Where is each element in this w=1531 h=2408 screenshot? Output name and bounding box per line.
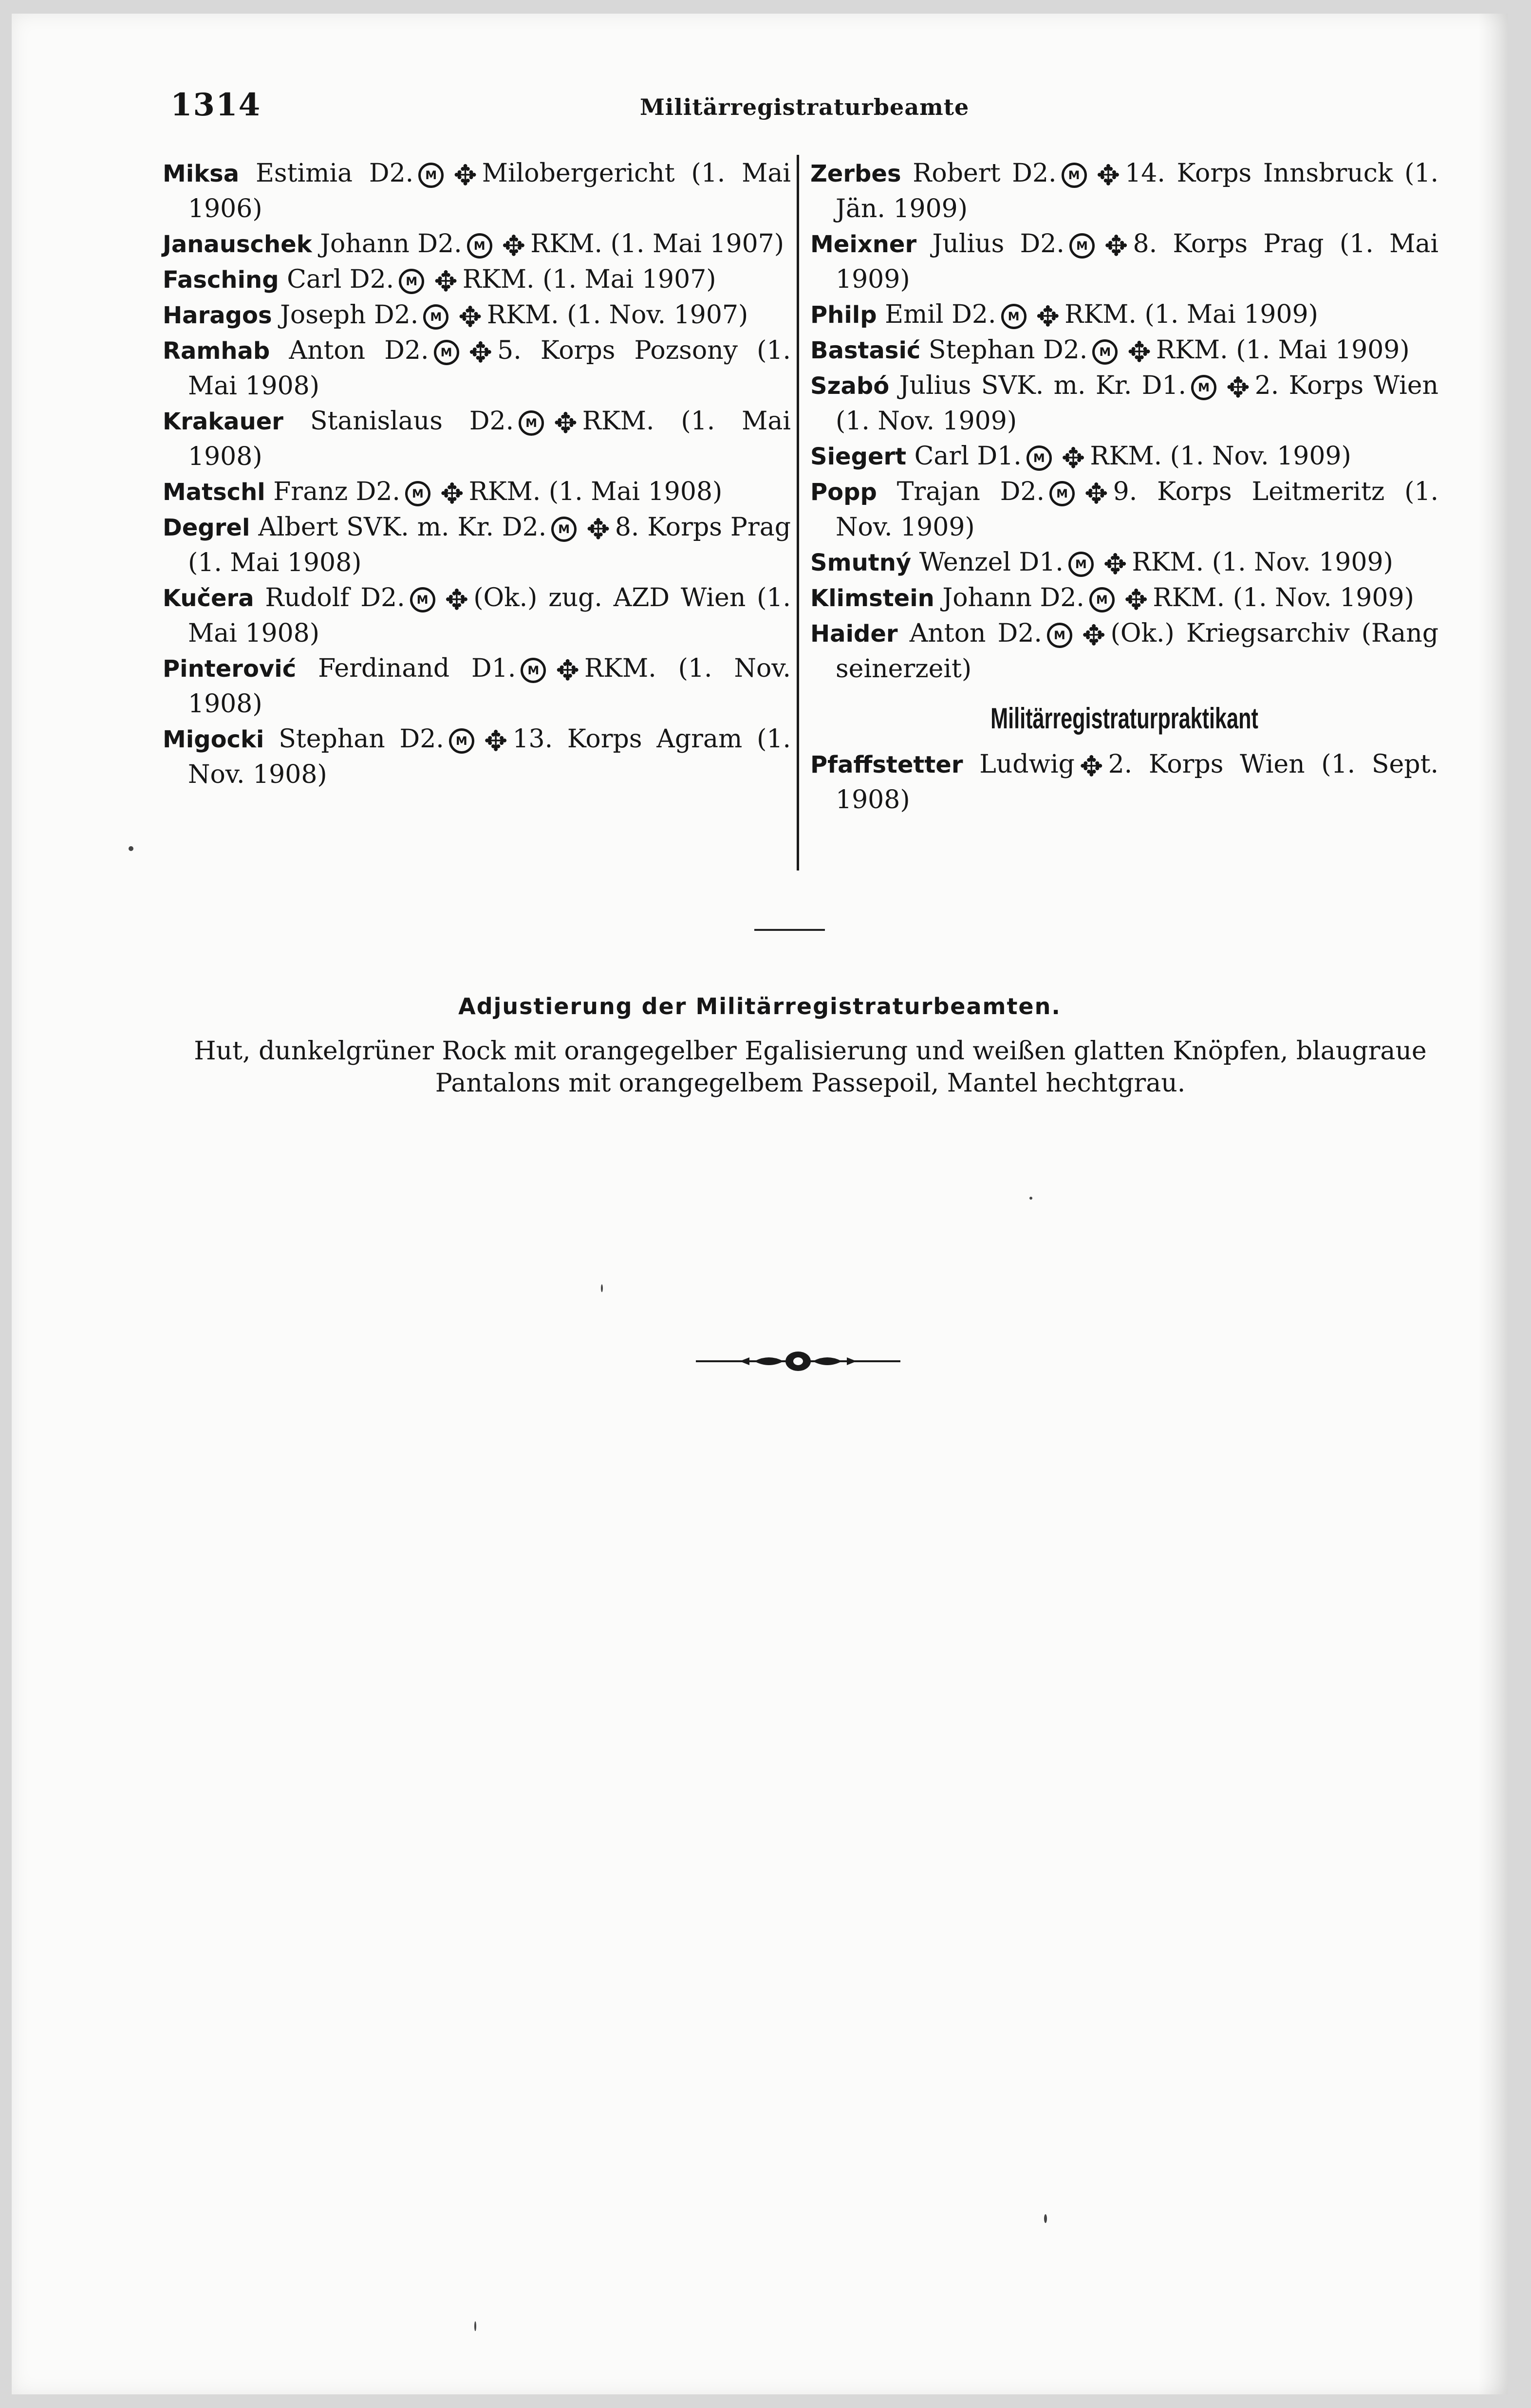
entry-given-name-rank: Ludwig [979, 750, 1075, 779]
medal-icon: M [1092, 339, 1118, 365]
entry-given-name-rank: Trajan D2. [896, 477, 1045, 506]
page-edge-shadow [1478, 14, 1508, 2394]
entry-posting-date: 5. Korps Pozsony (1. Mai 1908) [188, 336, 791, 401]
left-column [163, 156, 791, 792]
entry-posting-date: RKM. (1. Nov. 1909) [1090, 442, 1351, 471]
cross-icon: ✥ [554, 406, 578, 440]
medal-icon: M [1047, 623, 1072, 648]
right-column [810, 156, 1438, 817]
cross-icon: ✥ [586, 512, 610, 546]
entry-surname: Kučera [163, 585, 254, 612]
entry-given-name-rank: Johann D2. [320, 229, 462, 259]
entry-surname: Migocki [163, 726, 264, 753]
entry-given-name-rank: Emil D2. [885, 300, 996, 329]
entry-surname: Matschl [163, 479, 265, 506]
entry-given-name-rank: Anton D2. [289, 336, 429, 365]
entry-given-name-rank: Carl D1. [914, 442, 1022, 471]
cross-icon: ✥ [1079, 749, 1103, 783]
entry-given-name-rank: Carl D2. [287, 265, 394, 294]
entry-surname: Ramhab [163, 337, 270, 365]
medal-icon: M [405, 481, 430, 506]
entry-surname: Smutný [810, 549, 912, 576]
medal-icon: M [521, 658, 546, 683]
roster-entry [810, 297, 1438, 333]
entry-given-name-rank: Stephan D2. [928, 335, 1088, 365]
entry-given-name-rank: Ferdinand D1. [318, 654, 516, 683]
entry-posting-date: RKM. (1. Nov. 1907) [486, 300, 748, 330]
entry-given-name-rank: Anton D2. [909, 619, 1042, 648]
medal-icon: M [467, 233, 492, 259]
entry-surname: Klimstein [810, 585, 934, 612]
print-speck [129, 846, 133, 851]
entry-posting-date: RKM. (1. Mai 1907) [462, 265, 716, 294]
column-divider [797, 155, 799, 871]
roster-entry [810, 474, 1438, 545]
roster-entry [163, 722, 791, 792]
entry-posting-date: (Ok.) Kriegsarchiv (Rang seinerzeit) [836, 619, 1439, 684]
entry-given-name-rank: Estimia D2. [255, 159, 414, 188]
entry-posting-date: (Ok.) zug. AZD Wien (1. Mai 1908) [188, 583, 791, 648]
entry-given-name-rank: Joseph D2. [280, 300, 419, 330]
entry-surname: Bastasić [810, 337, 921, 364]
cross-icon: ✥ [445, 583, 469, 616]
page-number: 1314 [170, 87, 261, 123]
roster-entry [163, 297, 791, 333]
adjustierung-text: Hut, dunkelgrüner Rock mit orangegelber Egalisierung und weißen glatten Knöpfen, blaugraue Pantalons mit orangegelbem Passepoil, Mantel hechtgrau. [194, 1037, 1427, 1098]
medal-icon: M [551, 517, 577, 542]
roster-entry [163, 404, 791, 474]
medal-icon: M [434, 340, 459, 365]
print-speck [1044, 2214, 1047, 2223]
roster-entry [163, 651, 791, 722]
entry-surname: Haragos [163, 302, 272, 329]
entry-posting-date: RKM. (1. Nov. 1909) [1153, 583, 1414, 612]
cross-icon: ✥ [1036, 299, 1060, 333]
medal-icon: M [1068, 552, 1094, 577]
entry-given-name-rank: Julius SVK. m. Kr. D1. [899, 371, 1187, 400]
entry-given-name-rank: Albert SVK. m. Kr. D2. [258, 513, 547, 542]
entry-posting-date: RKM. (1. Mai 1908) [188, 407, 791, 471]
entry-posting-date: 14. Korps Innsbruck (1. Jän. 1909) [836, 159, 1439, 223]
roster-entry [163, 474, 791, 510]
roster-entry [163, 333, 791, 404]
medal-icon: M [423, 304, 448, 330]
cross-icon: ✥ [1124, 583, 1148, 616]
medal-icon: M [1049, 481, 1075, 506]
roster-entry [810, 545, 1438, 580]
entry-given-name-rank: Stanislaus D2. [310, 407, 514, 436]
entry-posting-date: RKM. (1. Mai 1909) [1064, 300, 1318, 329]
medal-icon: M [1191, 375, 1216, 400]
medal-icon: M [399, 269, 424, 294]
adjustierung-heading: Adjustierung der Militärregistraturbeamten. [458, 993, 1061, 1019]
cross-icon: ✥ [1127, 335, 1151, 369]
entry-surname: Pfaffstetter [810, 751, 963, 778]
entry-posting-date: RKM. (1. Nov. 1908) [188, 654, 791, 719]
entry-surname: Fasching [163, 266, 279, 294]
entry-surname: Haider [810, 620, 898, 648]
print-speck [474, 2321, 476, 2331]
section-rule [754, 929, 825, 931]
medal-icon: M [449, 728, 474, 754]
roster-entry [163, 510, 791, 580]
running-title: Militärregistraturbeamte [640, 94, 970, 120]
entry-posting-date: 8. Korps Prag (1. Mai 1909) [836, 229, 1438, 294]
entry-given-name-rank: Rudolf D2. [265, 583, 405, 612]
entry-posting-date: 8. Korps Prag (1. Mai 1908) [188, 513, 791, 577]
entry-posting-date: 2. Korps Wien (1. Sept. 1908) [836, 750, 1438, 815]
entry-surname: Krakauer [163, 408, 283, 435]
entry-surname: Degrel [163, 514, 250, 541]
medal-icon: M [1069, 233, 1095, 259]
entry-surname: Siegert [810, 443, 907, 470]
ornament-divider-icon [696, 1347, 900, 1376]
roster-entry [163, 262, 791, 297]
cross-icon: ✥ [1096, 158, 1120, 192]
entry-posting-date: RKM. (1. Mai 1908) [468, 477, 723, 506]
entry-surname: Philp [810, 301, 877, 329]
medal-icon: M [418, 163, 444, 188]
medal-icon: M [410, 587, 435, 612]
cross-icon: ✥ [453, 158, 477, 192]
roster-entry [163, 156, 791, 226]
medal-icon: M [1089, 587, 1115, 612]
entry-posting-date: RKM. (1. Mai 1909) [1156, 335, 1410, 365]
entry-given-name-rank: Robert D2. [913, 159, 1057, 188]
entry-surname: Szabó [810, 372, 890, 400]
entry-surname: Miksa [163, 160, 240, 187]
entry-posting-date: RKM. (1. Mai 1907) [530, 229, 784, 259]
medal-icon: M [1062, 163, 1087, 188]
entry-surname: Pinterović [163, 655, 297, 683]
cross-icon: ✥ [434, 264, 458, 298]
entry-given-name-rank: Stephan D2. [279, 724, 444, 754]
medal-icon: M [519, 410, 544, 436]
entry-posting-date: Milobergericht (1. Mai 1906) [188, 159, 791, 223]
cross-icon: ✥ [468, 335, 493, 369]
cross-icon: ✥ [1103, 547, 1127, 581]
entry-given-name-rank: Johann D2. [942, 583, 1084, 612]
entry-posting-date: 2. Korps Wien (1. Nov. 1909) [836, 371, 1439, 436]
cross-icon: ✥ [1084, 477, 1108, 510]
print-speck [601, 1284, 603, 1292]
roster-entry [810, 226, 1438, 297]
cross-icon: ✥ [440, 477, 464, 510]
entry-posting-date: 13. Korps Agram (1. Nov. 1908) [188, 724, 791, 789]
roster-entry [163, 226, 791, 262]
medal-icon: M [1001, 304, 1027, 329]
cross-icon: ✥ [484, 724, 508, 758]
print-speck [1029, 1197, 1032, 1200]
praktikant-heading: Militärregistraturpraktikant [990, 702, 1258, 735]
cross-icon: ✥ [502, 229, 526, 262]
roster-entry [810, 156, 1438, 226]
roster-entry [810, 747, 1438, 817]
entry-given-name-rank: Julius D2. [932, 229, 1064, 259]
roster-entry [810, 580, 1438, 616]
roster-entry [810, 368, 1438, 439]
entry-surname: Zerbes [810, 160, 901, 187]
entry-surname: Janauschek [163, 231, 312, 258]
entry-surname: Meixner [810, 231, 917, 258]
cross-icon: ✥ [1082, 618, 1106, 652]
entry-given-name-rank: Franz D2. [273, 477, 400, 506]
roster-entry [810, 439, 1438, 474]
roster-entry [163, 580, 791, 651]
entry-given-name-rank: Wenzel D1. [919, 548, 1064, 577]
entry-posting-date: RKM. (1. Nov. 1909) [1132, 548, 1393, 577]
entry-surname: Popp [810, 479, 877, 506]
cross-icon: ✥ [1061, 441, 1085, 475]
cross-icon: ✥ [458, 300, 482, 333]
cross-icon: ✥ [1104, 229, 1128, 262]
entry-posting-date: 9. Korps Leitmeritz (1. Nov. 1909) [836, 477, 1438, 542]
roster-entry [810, 616, 1438, 686]
roster-entry [810, 333, 1438, 368]
document-page [12, 14, 1508, 2394]
cross-icon: ✥ [556, 653, 579, 687]
cross-icon: ✥ [1226, 370, 1250, 404]
medal-icon: M [1027, 445, 1052, 471]
